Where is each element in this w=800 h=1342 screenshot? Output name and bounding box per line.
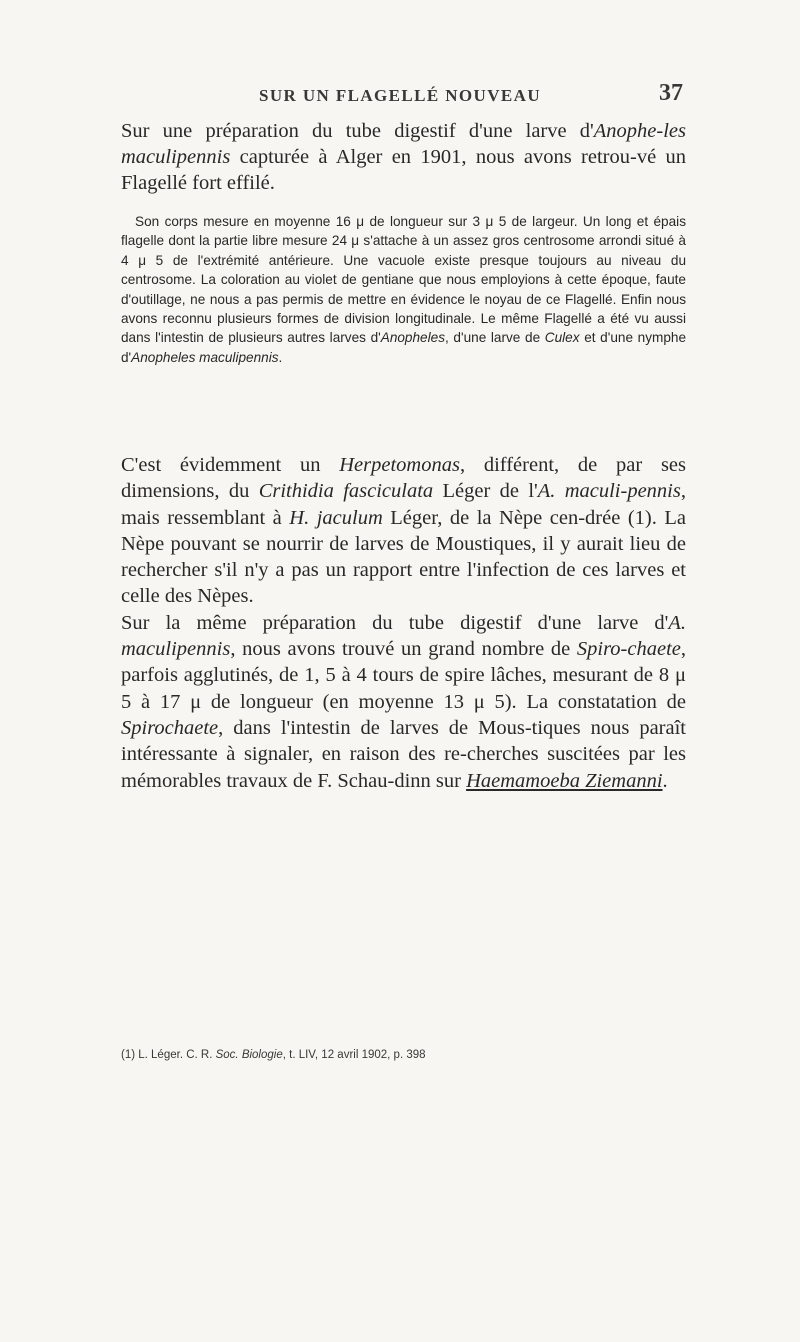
text-run: , différent, de par ses dimensions, du bbox=[121, 454, 686, 503]
text-run: , d'une larve de bbox=[445, 330, 545, 346]
text-run: C'est évidemment un bbox=[121, 454, 340, 476]
taxon-name: A. maculi-pennis bbox=[537, 480, 681, 503]
text-run: Sur une préparation du tube digestif d'une larve d' bbox=[121, 120, 594, 142]
taxon-name: H. jaculum bbox=[289, 506, 383, 529]
taxon-name: Spirochaete bbox=[121, 716, 219, 739]
footnote bbox=[121, 1049, 686, 1061]
text-run: Léger, de la Nèpe cen-drée (1). La Nèpe pouvant se nourrir de larves de Moustiques, il y aurait lieu de rechercher s'il n'y a pas un rapport entre l'infection de ces larves et celle des Nèpes. bbox=[121, 506, 686, 608]
taxon-name: Crithidia fasciculata bbox=[258, 480, 434, 503]
text-run: , t. LIV, 12 avril 1902, p. 398 bbox=[282, 1049, 426, 1061]
text-run: Sur la même préparation du tube digestif d'une larve d' bbox=[121, 611, 669, 634]
text-run: capturée à Alger en 1901, nous avons retrou-vé un Flagellé fort effilé. bbox=[121, 146, 686, 194]
taxon-name: Herpetomonas bbox=[339, 454, 460, 476]
paragraph-intro bbox=[121, 118, 686, 196]
text-run: et d'une nymphe d' bbox=[121, 330, 687, 365]
paragraph-description bbox=[121, 212, 686, 367]
taxon-name: Haemamoeba Ziemanni bbox=[466, 769, 663, 792]
page-number: 37 bbox=[659, 80, 683, 106]
taxon-name: Anopheles bbox=[380, 330, 445, 346]
text-run: Son corps mesure en moyenne 16 μ de longueur sur 3 μ 5 de largeur. Un long et épais flagelle dont la partie libre mesure 24 μ s'attache à un assez gros centrosome arrondi situé à 4 μ 5 de l'extrémité antérieure. Une vacuole existe presque toujours au niveau du centrosome. La coloration au violet de gentiane que nous employions à cette époque, faute d'outillage, ne nous a pas permis de mettre en évidence le noyau de ce Flagellé. Enfin nous avons reconnu plusieurs formes de division longitudinale. Le même Flagellé a été vu aussi dans l'intestin de plusieurs autres larves d' bbox=[121, 214, 686, 346]
text-run: , parfois agglutinés, de 1, 5 à 4 tours de spire lâches, mesurant de 8 μ 5 à 17 μ de longueur (en moyenne 13 μ 5). La constatation de bbox=[121, 638, 686, 713]
text-run: , dans l'intestin de larves de Mous-tiques nous paraît intéressante à signaler, en raison des re-cherches suscitées par les mémorables travaux de F. Schau-dinn sur bbox=[121, 716, 686, 792]
journal-name: Soc. Biologie bbox=[215, 1049, 283, 1061]
taxon-name: A. maculipennis bbox=[121, 611, 686, 661]
text-run: . bbox=[662, 769, 668, 792]
text-run: . bbox=[278, 349, 283, 365]
taxon-name: Anophe-les maculipennis bbox=[121, 120, 686, 168]
text-run: , mais ressemblant à bbox=[121, 480, 686, 529]
text-run: (1) L. Léger. C. R. bbox=[121, 1049, 216, 1061]
text-run: , nous avons trouvé un grand nombre de bbox=[230, 638, 577, 661]
taxon-name: Spiro-chaete bbox=[576, 638, 681, 661]
paragraph-discussion bbox=[121, 452, 686, 794]
taxon-name: Anopheles maculipennis bbox=[131, 349, 279, 365]
running-title: SUR UN FLAGELLÉ NOUVEAU bbox=[258, 86, 542, 105]
taxon-name: Culex bbox=[544, 330, 580, 346]
text-run: Léger de l' bbox=[433, 480, 538, 503]
